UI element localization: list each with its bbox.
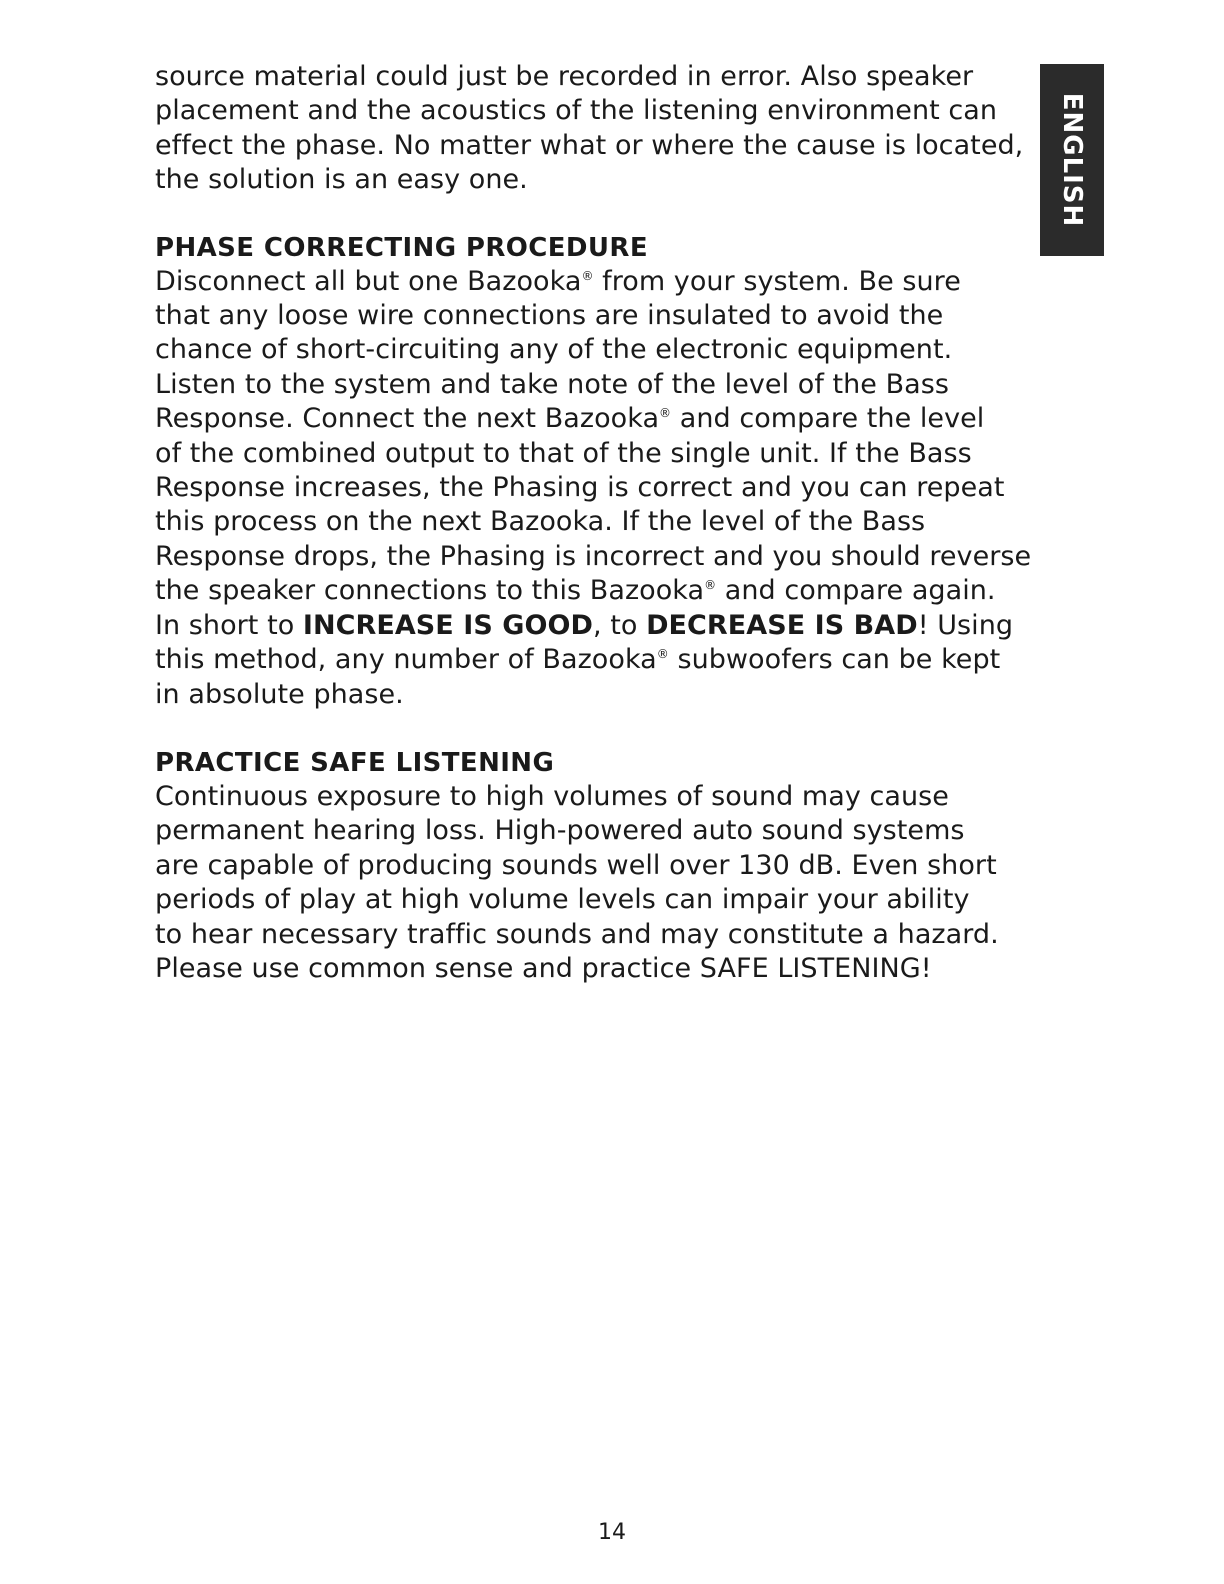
phase-correcting-paragraph (155, 265, 1035, 712)
phase-correcting-section (155, 231, 1035, 712)
text-run: and compare the level (671, 403, 985, 435)
paragraph-line (155, 574, 1035, 608)
paragraph-line: permanent hearing loss. High-powered auto sound systems (155, 815, 965, 847)
paragraph-line (155, 609, 1035, 643)
text-run: Disconnect all but one Bazooka (155, 265, 582, 297)
text-run: and compare again. (716, 575, 996, 607)
paragraph-line: that any loose wire connections are insulated to avoid the (155, 300, 944, 332)
paragraph-line: Response drops, the Phasing is incorrect and you should reverse (155, 540, 1032, 572)
paragraph-line (155, 402, 1035, 436)
paragraph-line: Response increases, the Phasing is correct and you can repeat (155, 472, 1005, 504)
registered-mark: ® (581, 268, 594, 283)
paragraph-line (155, 265, 1035, 299)
text-run: from your system. Be sure (593, 265, 961, 297)
paragraph-line: this process on the next Bazooka. If the level of the Bass (155, 506, 926, 538)
safe-listening-section (155, 746, 1035, 986)
text-run: ! Using (917, 609, 1014, 641)
phase-correcting-heading: PHASE CORRECTING PROCEDURE (155, 232, 648, 263)
language-tab (1040, 64, 1104, 256)
text-run: this method, any number of Bazooka (155, 644, 657, 676)
text-run: , to (592, 609, 647, 641)
intro-line: effect the phase. No matter what or where the cause is located, (155, 129, 1024, 161)
page-number: 14 (598, 1520, 626, 1545)
paragraph-line: Continuous exposure to high volumes of sound may cause (155, 780, 949, 812)
paragraph-line: are capable of producing sounds well over 130 dB. Even short (155, 849, 997, 881)
intro-line: placement and the acoustics of the listening environment can (155, 95, 998, 127)
paragraph-line: Listen to the system and take note of the level of the Bass (155, 368, 950, 400)
intro-line: the solution is an easy one. (155, 164, 528, 196)
paragraph-line: of the combined output to that of the single unit. If the Bass (155, 437, 972, 469)
intro-line: source material could just be recorded in error. Also speaker (155, 61, 974, 92)
paragraph-line: Please use common sense and practice SAFE LISTENING! (155, 952, 932, 984)
safe-listening-paragraph (155, 780, 1035, 986)
text-run: In short to (155, 609, 303, 641)
paragraph-line: periods of play at high volume levels can impair your ability (155, 884, 970, 916)
registered-mark: ® (659, 406, 672, 421)
safe-listening-heading: PRACTICE SAFE LISTENING (155, 747, 555, 778)
text-column (155, 60, 1035, 1020)
decrease-is-bad-emphasis: DECREASE IS BAD (646, 609, 918, 641)
registered-mark: ® (656, 647, 669, 662)
intro-paragraph (155, 60, 1035, 198)
paragraph-line: to hear necessary traffic sounds and may constitute a hazard. (155, 918, 999, 950)
paragraph-line (155, 643, 1035, 677)
text-run: subwoofers can be kept (668, 644, 1001, 676)
text-run: Response. Connect the next Bazooka (155, 403, 660, 435)
language-tab-label: ENGLISH (1057, 92, 1087, 228)
increase-is-good-emphasis: INCREASE IS GOOD (302, 609, 593, 641)
paragraph-line: chance of short-circuiting any of the electronic equipment. (155, 334, 953, 366)
text-run: the speaker connections to this Bazooka (155, 575, 705, 607)
registered-mark: ® (704, 578, 717, 593)
paragraph-line: in absolute phase. (155, 678, 404, 710)
